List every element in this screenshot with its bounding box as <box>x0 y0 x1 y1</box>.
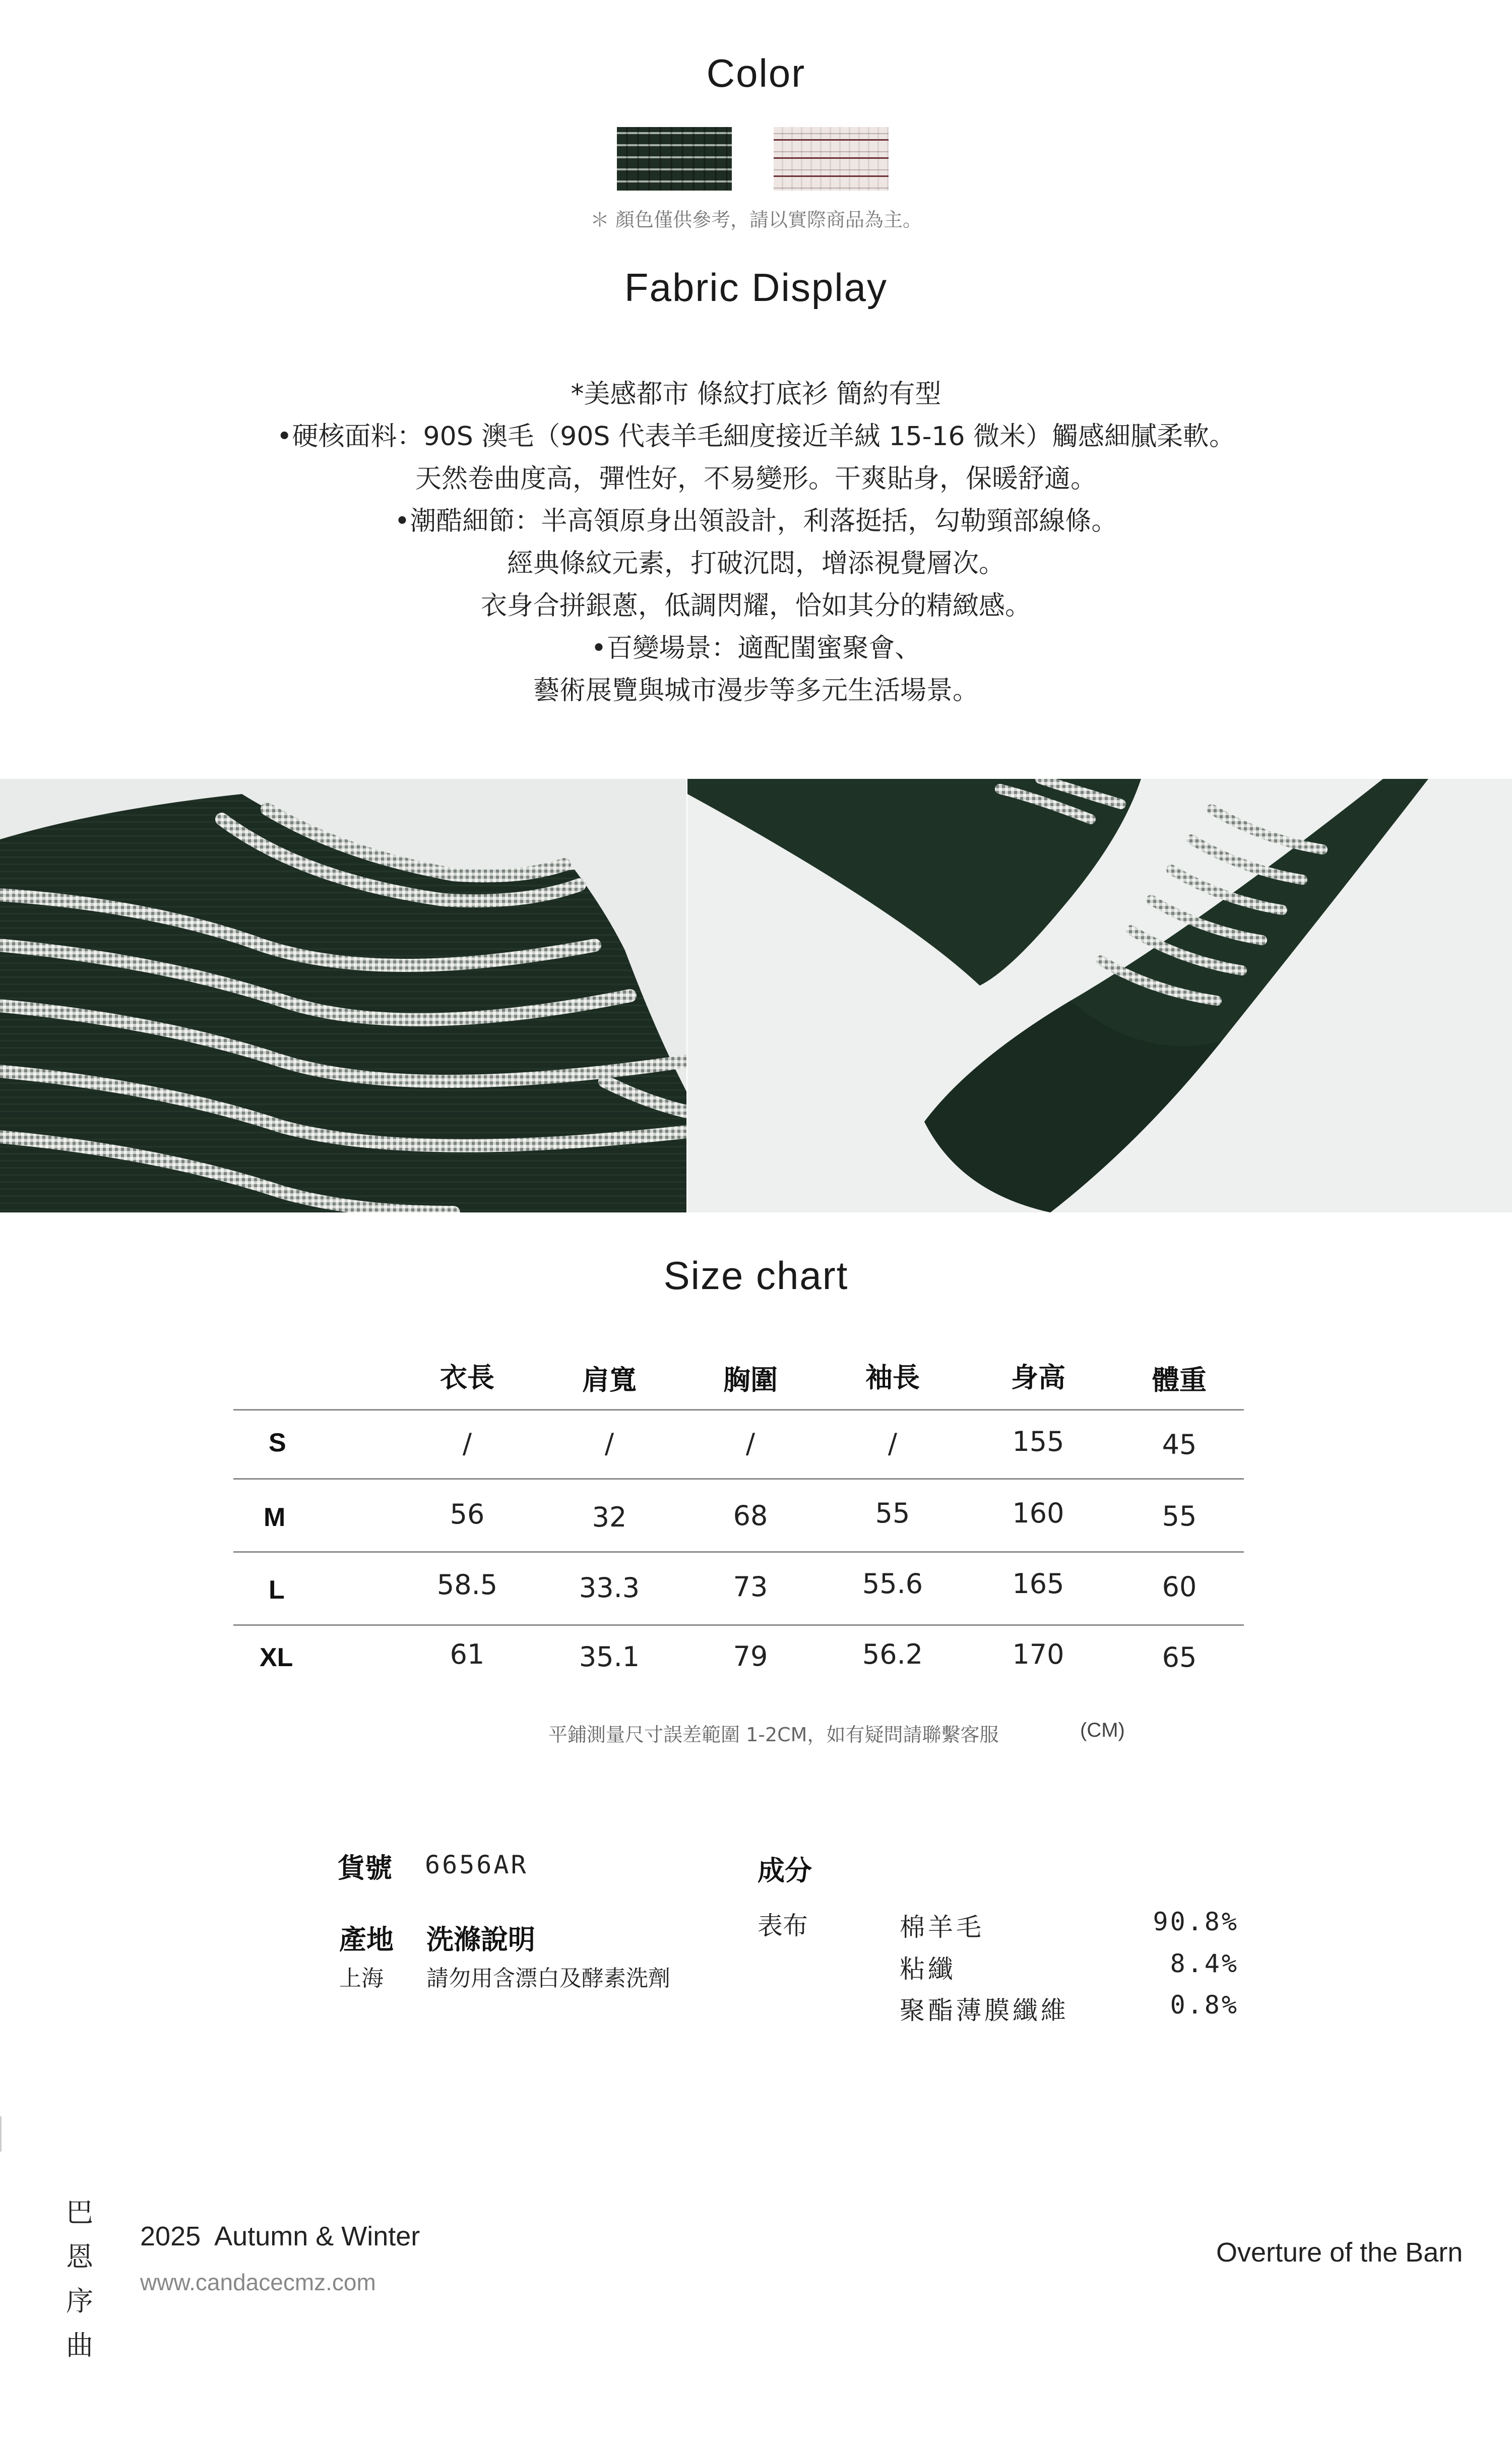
table-rule <box>233 1624 1244 1626</box>
fabric-label: 表布 <box>758 1911 808 1940</box>
fabric-line: •硬核面料：90S 澳毛（90S 代表羊毛細度接近羊絨 15-16 微米）觸感細膩柔軟。 <box>276 421 1236 452</box>
material-name: 棉羊毛 <box>900 1913 984 1942</box>
cell-chest: 79 <box>733 1640 768 1672</box>
cell-height: 170 <box>1012 1638 1064 1670</box>
cell-shoulder: 32 <box>592 1501 627 1533</box>
material-name: 粘纖 <box>900 1955 956 1984</box>
cell-height: 160 <box>1012 1497 1064 1529</box>
origin-label: 產地 <box>339 1924 394 1956</box>
cell-chest: 73 <box>733 1571 768 1603</box>
fabric-line: •潮酷細節：半高領原身出領設計，利落挺括，勾勒頸部線條。 <box>394 506 1118 536</box>
cell-weight: 65 <box>1162 1641 1197 1673</box>
cell-sleeve: / <box>888 1428 898 1459</box>
color-swatch-green[interactable] <box>617 127 732 191</box>
size-chart-title: Size chart <box>663 1253 849 1298</box>
size-label: M <box>264 1503 286 1532</box>
cell-length: / <box>462 1428 472 1459</box>
header-length: 衣長 <box>440 1362 494 1393</box>
size-chart-note: 平鋪測量尺寸誤差範圍 1-2CM，如有疑問請聯繫客服 <box>548 1724 999 1746</box>
footer-divider <box>0 2116 2 2152</box>
cell-chest: 68 <box>733 1500 768 1532</box>
cell-shoulder: 35.1 <box>579 1641 640 1673</box>
fabric-description <box>0 373 1512 712</box>
size-label: XL <box>260 1643 293 1672</box>
cell-weight: 55 <box>1162 1500 1197 1532</box>
fabric-line: *美感都市 條紋打底衫 簡約有型 <box>571 379 941 409</box>
size-chart-unit: (CM) <box>1080 1719 1125 1741</box>
material-percent: 90.8% <box>1153 1907 1239 1936</box>
fabric-line: 經典條紋元素，打破沉悶，增添視覺層次。 <box>507 548 1005 579</box>
header-shoulder: 肩寬 <box>582 1364 637 1396</box>
wash-label: 洗滌說明 <box>426 1924 535 1956</box>
fabric-photo-sleeves <box>687 779 1512 1212</box>
header-chest: 胸圍 <box>723 1364 778 1396</box>
size-label: L <box>269 1575 285 1605</box>
fabric-line: •百變場景：適配閨蜜聚會、 <box>591 633 921 663</box>
table-rule <box>233 1551 1244 1553</box>
header-height: 身高 <box>1011 1362 1065 1393</box>
sku-label: 貨號 <box>338 1852 392 1884</box>
cell-length: 56 <box>450 1498 485 1530</box>
fabric-line: 藝術展覽與城市漫步等多元生活場景。 <box>533 676 979 706</box>
composition-label: 成分 <box>758 1855 812 1886</box>
cell-sleeve: 55.6 <box>862 1568 923 1600</box>
cell-weight: 60 <box>1162 1571 1197 1603</box>
season-label: 2025 Autumn & Winter <box>140 2221 420 2251</box>
material-name: 聚酯薄膜纖維 <box>900 1996 1069 2025</box>
material-percent: 8.4% <box>1170 1949 1239 1978</box>
cell-weight: 45 <box>1162 1429 1197 1460</box>
sku-value: 6656AR <box>425 1850 528 1879</box>
cell-height: 155 <box>1012 1426 1064 1457</box>
website-link[interactable]: www.candacecmz.com <box>140 2269 376 2295</box>
cell-length: 58.5 <box>436 1569 498 1601</box>
size-label: S <box>269 1428 286 1457</box>
collection-name: Overture of the Barn <box>1216 2237 1463 2268</box>
header-sleeve: 袖長 <box>865 1362 920 1393</box>
color-note: ＊ 顏色僅供參考，請以實際商品為主。 <box>590 209 922 231</box>
cell-height: 165 <box>1012 1568 1064 1600</box>
collar-illustration <box>0 779 686 1212</box>
header-weight: 體重 <box>1152 1364 1207 1396</box>
origin-value: 上海 <box>339 1966 384 1991</box>
fabric-line: 衣身合拼銀蔥，低調閃耀，恰如其分的精緻感。 <box>480 591 1031 621</box>
color-title: Color <box>706 51 806 95</box>
cell-sleeve: 56.2 <box>862 1638 923 1670</box>
sleeve-illustration <box>687 779 1512 1212</box>
fabric-title: Fabric Display <box>624 265 888 310</box>
cell-shoulder: / <box>604 1428 614 1459</box>
fabric-line: 天然卷曲度高，彈性好，不易變形。干爽貼身，保暖舒適。 <box>415 464 1097 494</box>
fabric-photo-collar <box>0 779 686 1212</box>
cell-sleeve: 55 <box>875 1497 910 1529</box>
wash-value: 請勿用含漂白及酵素洗劑 <box>426 1966 670 1991</box>
table-rule <box>233 1409 1244 1411</box>
color-swatch-cream[interactable] <box>774 127 889 191</box>
material-percent: 0.8% <box>1170 1990 1239 2020</box>
cell-shoulder: 33.3 <box>579 1572 640 1604</box>
table-rule <box>233 1478 1244 1480</box>
cell-chest: / <box>745 1428 755 1459</box>
cell-length: 61 <box>450 1638 485 1670</box>
brand-vertical-name: 巴 恩 序 曲 <box>66 2196 93 2361</box>
